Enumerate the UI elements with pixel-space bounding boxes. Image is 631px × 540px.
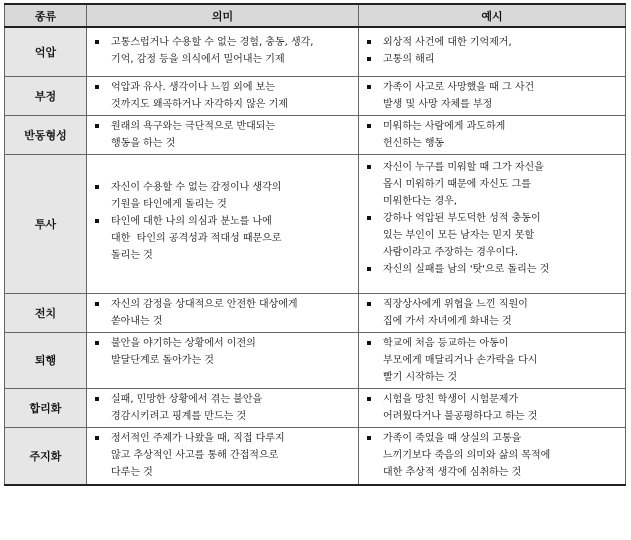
defense-mechanism-table-container [4, 3, 625, 486]
example-line: 자신의 실패를 남의 '탓'으로 돌리는 것 [367, 261, 622, 278]
meaning-cell [87, 154, 359, 293]
example-cell [359, 332, 626, 388]
meaning-line: 다루는 것 [111, 466, 153, 478]
header-row [5, 4, 626, 27]
bullet-list [87, 28, 358, 70]
bullet-list [359, 28, 625, 70]
example-line: 자신이 누구를 미워할 때 그가 자신을 [367, 159, 622, 176]
meaning-line: 불안을 야기하는 상황에서 이전의 [95, 335, 355, 352]
meaning-cell [87, 76, 359, 115]
table-row [5, 332, 626, 388]
bullet-list [87, 294, 358, 332]
table-row [5, 388, 626, 427]
meaning-line: 기원을 타인에게 돌리는 것 [111, 198, 227, 210]
meaning-cell [87, 332, 359, 388]
example-line: 가족이 사고로 사망했을 때 그 사건 [367, 79, 622, 96]
example-line: 집에 가서 자녀에게 화내는 것 [383, 315, 512, 327]
example-line: 헌신하는 행동 [383, 137, 445, 149]
defense-mechanism-table [4, 3, 626, 486]
meaning-cell [87, 27, 359, 76]
example-line: 외상적 사건에 대한 기억제거, [367, 34, 622, 51]
bullet-list [359, 116, 625, 154]
meaning-line: 원래의 욕구와는 극단적으로 반대되는 [95, 118, 355, 135]
bullet-list [87, 77, 358, 115]
table-row [5, 154, 626, 293]
example-line: 강하나 억압된 부도덕한 성적 충동이 [367, 210, 622, 227]
meaning-cell [87, 388, 359, 427]
meaning-line: 돌리는 것 [111, 249, 153, 261]
example-line: 고통의 해리 [367, 51, 622, 68]
mechanism-name: 전치 [5, 293, 87, 332]
example-cell [359, 76, 626, 115]
bullet-list [359, 155, 625, 280]
meaning-cell [87, 427, 359, 485]
example-line: 직장상사에게 위협을 느낀 직원이 [367, 296, 622, 313]
meaning-line: 경감시키려고 핑계를 만드는 것 [111, 410, 247, 422]
mechanism-name: 반동형성 [5, 115, 87, 154]
example-line: 미워한다는 경우, [383, 195, 457, 207]
bullet-list [359, 333, 625, 388]
header-meaning: 의미 [87, 4, 359, 27]
meaning-line: 쏟아내는 것 [111, 315, 163, 327]
mechanism-name: 억압 [5, 27, 87, 76]
example-line: 가족이 죽었을 때 상실의 고통을 [367, 430, 622, 447]
mechanism-name: 합리화 [5, 388, 87, 427]
meaning-cell [87, 293, 359, 332]
example-line: 발생 및 사망 자체를 부정 [383, 98, 493, 110]
example-line: 몹시 미워하기 때문에 자신도 그를 [383, 178, 531, 190]
bullet-list [87, 333, 358, 371]
header-example: 예시 [359, 4, 626, 27]
meaning-line: 않고 추상적인 사고를 통해 간접적으로 [111, 449, 279, 461]
table-row [5, 293, 626, 332]
mechanism-name: 주지화 [5, 427, 87, 485]
example-line: 시험을 망친 학생이 시험문제가 [367, 391, 622, 408]
meaning-cell [87, 115, 359, 154]
bullet-list [359, 428, 625, 483]
table-row [5, 76, 626, 115]
example-cell [359, 388, 626, 427]
example-line: 빨기 시작하는 것 [383, 371, 457, 383]
bullet-list [359, 77, 625, 115]
meaning-line: 억압과 유사. 생각이나 느낌 외에 보는 [95, 79, 355, 96]
meaning-line: 발달단계로 돌아가는 것 [111, 354, 214, 366]
example-line: 대한 추상적 생각에 심취하는 것 [383, 466, 522, 478]
mechanism-name: 부정 [5, 76, 87, 115]
meaning-line: 타인에 대한 나의 의심과 분노를 나에 [95, 213, 355, 230]
meaning-line: 행동을 하는 것 [111, 137, 176, 149]
mechanism-name: 퇴행 [5, 332, 87, 388]
bullet-list [359, 389, 625, 427]
bullet-list [87, 428, 358, 483]
bullet-list [359, 294, 625, 332]
header-kind: 종류 [5, 4, 87, 27]
example-line: 학교에 처음 등교하는 아동이 [367, 335, 622, 352]
bullet-list [87, 155, 358, 266]
table-body [5, 27, 626, 485]
mechanism-name: 투사 [5, 154, 87, 293]
meaning-line: 실패, 민망한 상황에서 겪는 불안을 [95, 391, 355, 408]
example-line: 있는 부인이 모든 남자는 믿지 못할 [383, 229, 535, 241]
example-cell [359, 154, 626, 293]
example-cell [359, 115, 626, 154]
meaning-line: 것까지도 왜곡하거나 자각하지 않은 기제 [111, 98, 288, 110]
meaning-line: 자신의 감정을 상대적으로 안전한 대상에게 [95, 296, 355, 313]
meaning-line: 고통스럽거나 수용할 수 없는 경험, 충동, 생각, [95, 34, 355, 51]
meaning-line: 정서적인 주제가 나왔을 때, 직접 다루지 [95, 430, 355, 447]
example-line: 느끼기보다 죽음의 의미와 삶의 목적에 [383, 449, 551, 461]
example-line: 미워하는 사람에게 과도하게 [367, 118, 622, 135]
meaning-line: 기억, 감정 등을 의식에서 밀어내는 기제 [111, 54, 285, 65]
meaning-line: 대한 타인의 공격성과 적대성 때문으로 [111, 232, 282, 244]
example-line: 사람이라고 주장하는 경우이다. [383, 246, 519, 258]
example-cell [359, 293, 626, 332]
table-header [5, 4, 626, 27]
bullet-list [87, 116, 358, 154]
example-line: 어려웠다거나 불공평하다고 하는 것 [383, 410, 538, 422]
example-cell [359, 427, 626, 485]
bullet-list [87, 389, 358, 427]
example-cell [359, 27, 626, 76]
example-line: 부모에게 매달리거나 손가락을 다시 [383, 354, 538, 366]
table-row [5, 427, 626, 485]
table-row [5, 27, 626, 76]
meaning-line: 자신이 수용할 수 없는 감정이나 생각의 [95, 179, 355, 196]
table-row [5, 115, 626, 154]
